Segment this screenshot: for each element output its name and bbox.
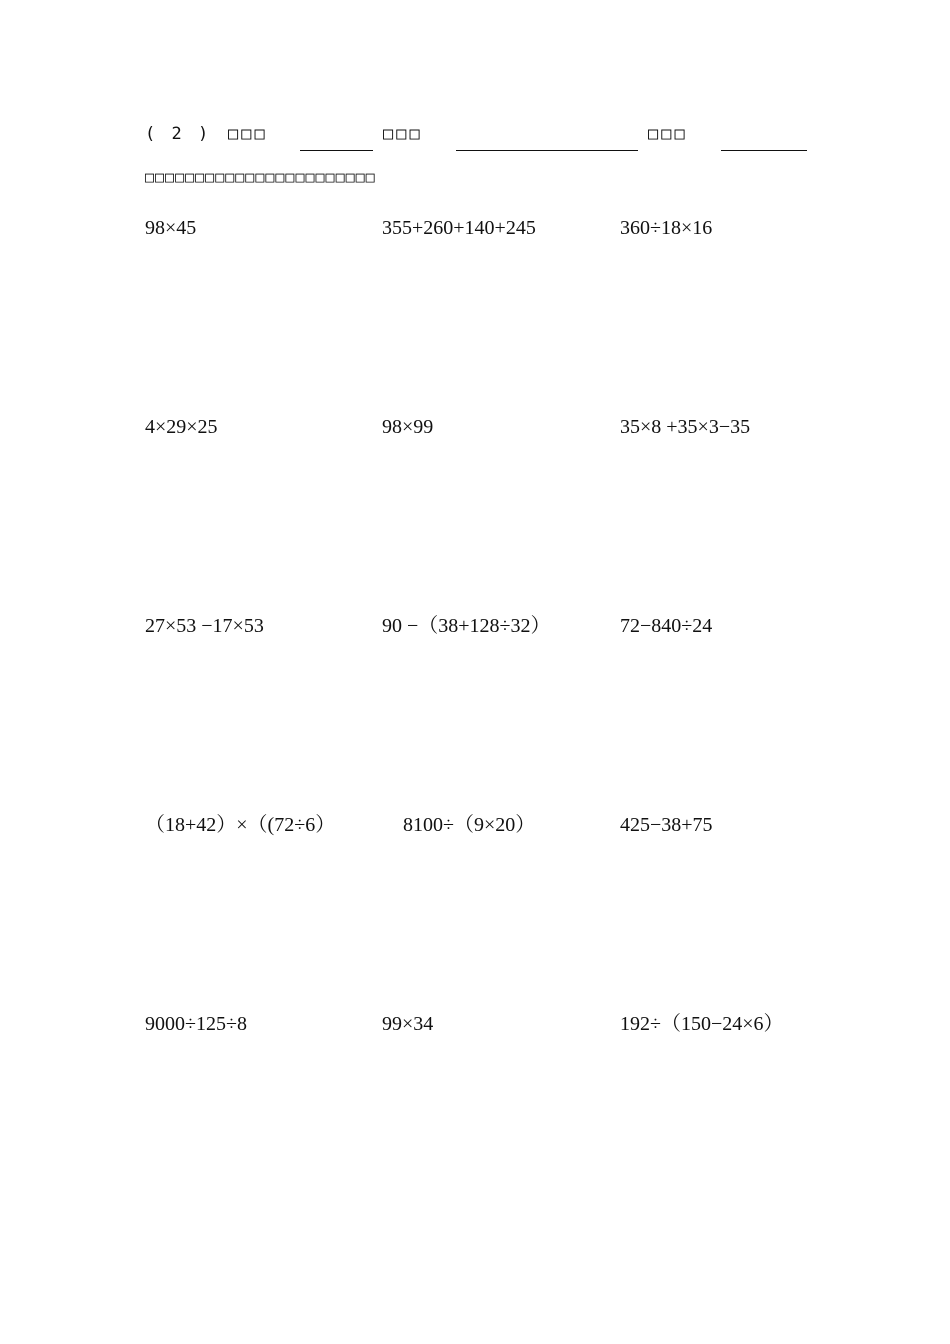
- problem-r1-c3: 360÷18×16: [620, 217, 713, 239]
- field1-blank[interactable]: [300, 150, 373, 151]
- field3-label: □□□: [648, 124, 688, 144]
- problem-r5-c3: 192÷（150−24×6）: [620, 1013, 784, 1035]
- field1-label: □□□: [228, 124, 268, 144]
- header-row: [145, 120, 810, 154]
- problem-r3-c3: 72−840÷24: [620, 615, 713, 637]
- problem-r1-c1: 98×45: [145, 217, 197, 239]
- field2-label: □□□: [383, 124, 423, 144]
- problem-r4-c3: 425−38+75: [620, 814, 713, 836]
- problem-r2-c1: 4×29×25: [145, 416, 218, 438]
- part-label: ( 2 ): [145, 124, 212, 144]
- field3-blank[interactable]: [721, 150, 807, 151]
- problem-r5-c2: 99×34: [382, 1013, 434, 1035]
- problem-r2-c2: 98×99: [382, 416, 434, 438]
- instruction-text: □□□□□□□□□□□□□□□□□□□□□□□: [145, 168, 376, 186]
- problem-r4-c2: 8100÷（9×20）: [403, 814, 536, 836]
- problem-r3-c1: 27×53 −17×53: [145, 615, 264, 637]
- problem-r4-c1: （18+42）×（(72÷6）: [145, 814, 336, 836]
- problem-r2-c3: 35×8 +35×3−35: [620, 416, 751, 438]
- problem-r5-c1: 9000÷125÷8: [145, 1013, 247, 1035]
- field2-blank[interactable]: [456, 150, 638, 151]
- problem-r3-c2: 90 −（38+128÷32）: [382, 615, 551, 637]
- problem-r1-c2: 355+260+140+245: [382, 217, 536, 239]
